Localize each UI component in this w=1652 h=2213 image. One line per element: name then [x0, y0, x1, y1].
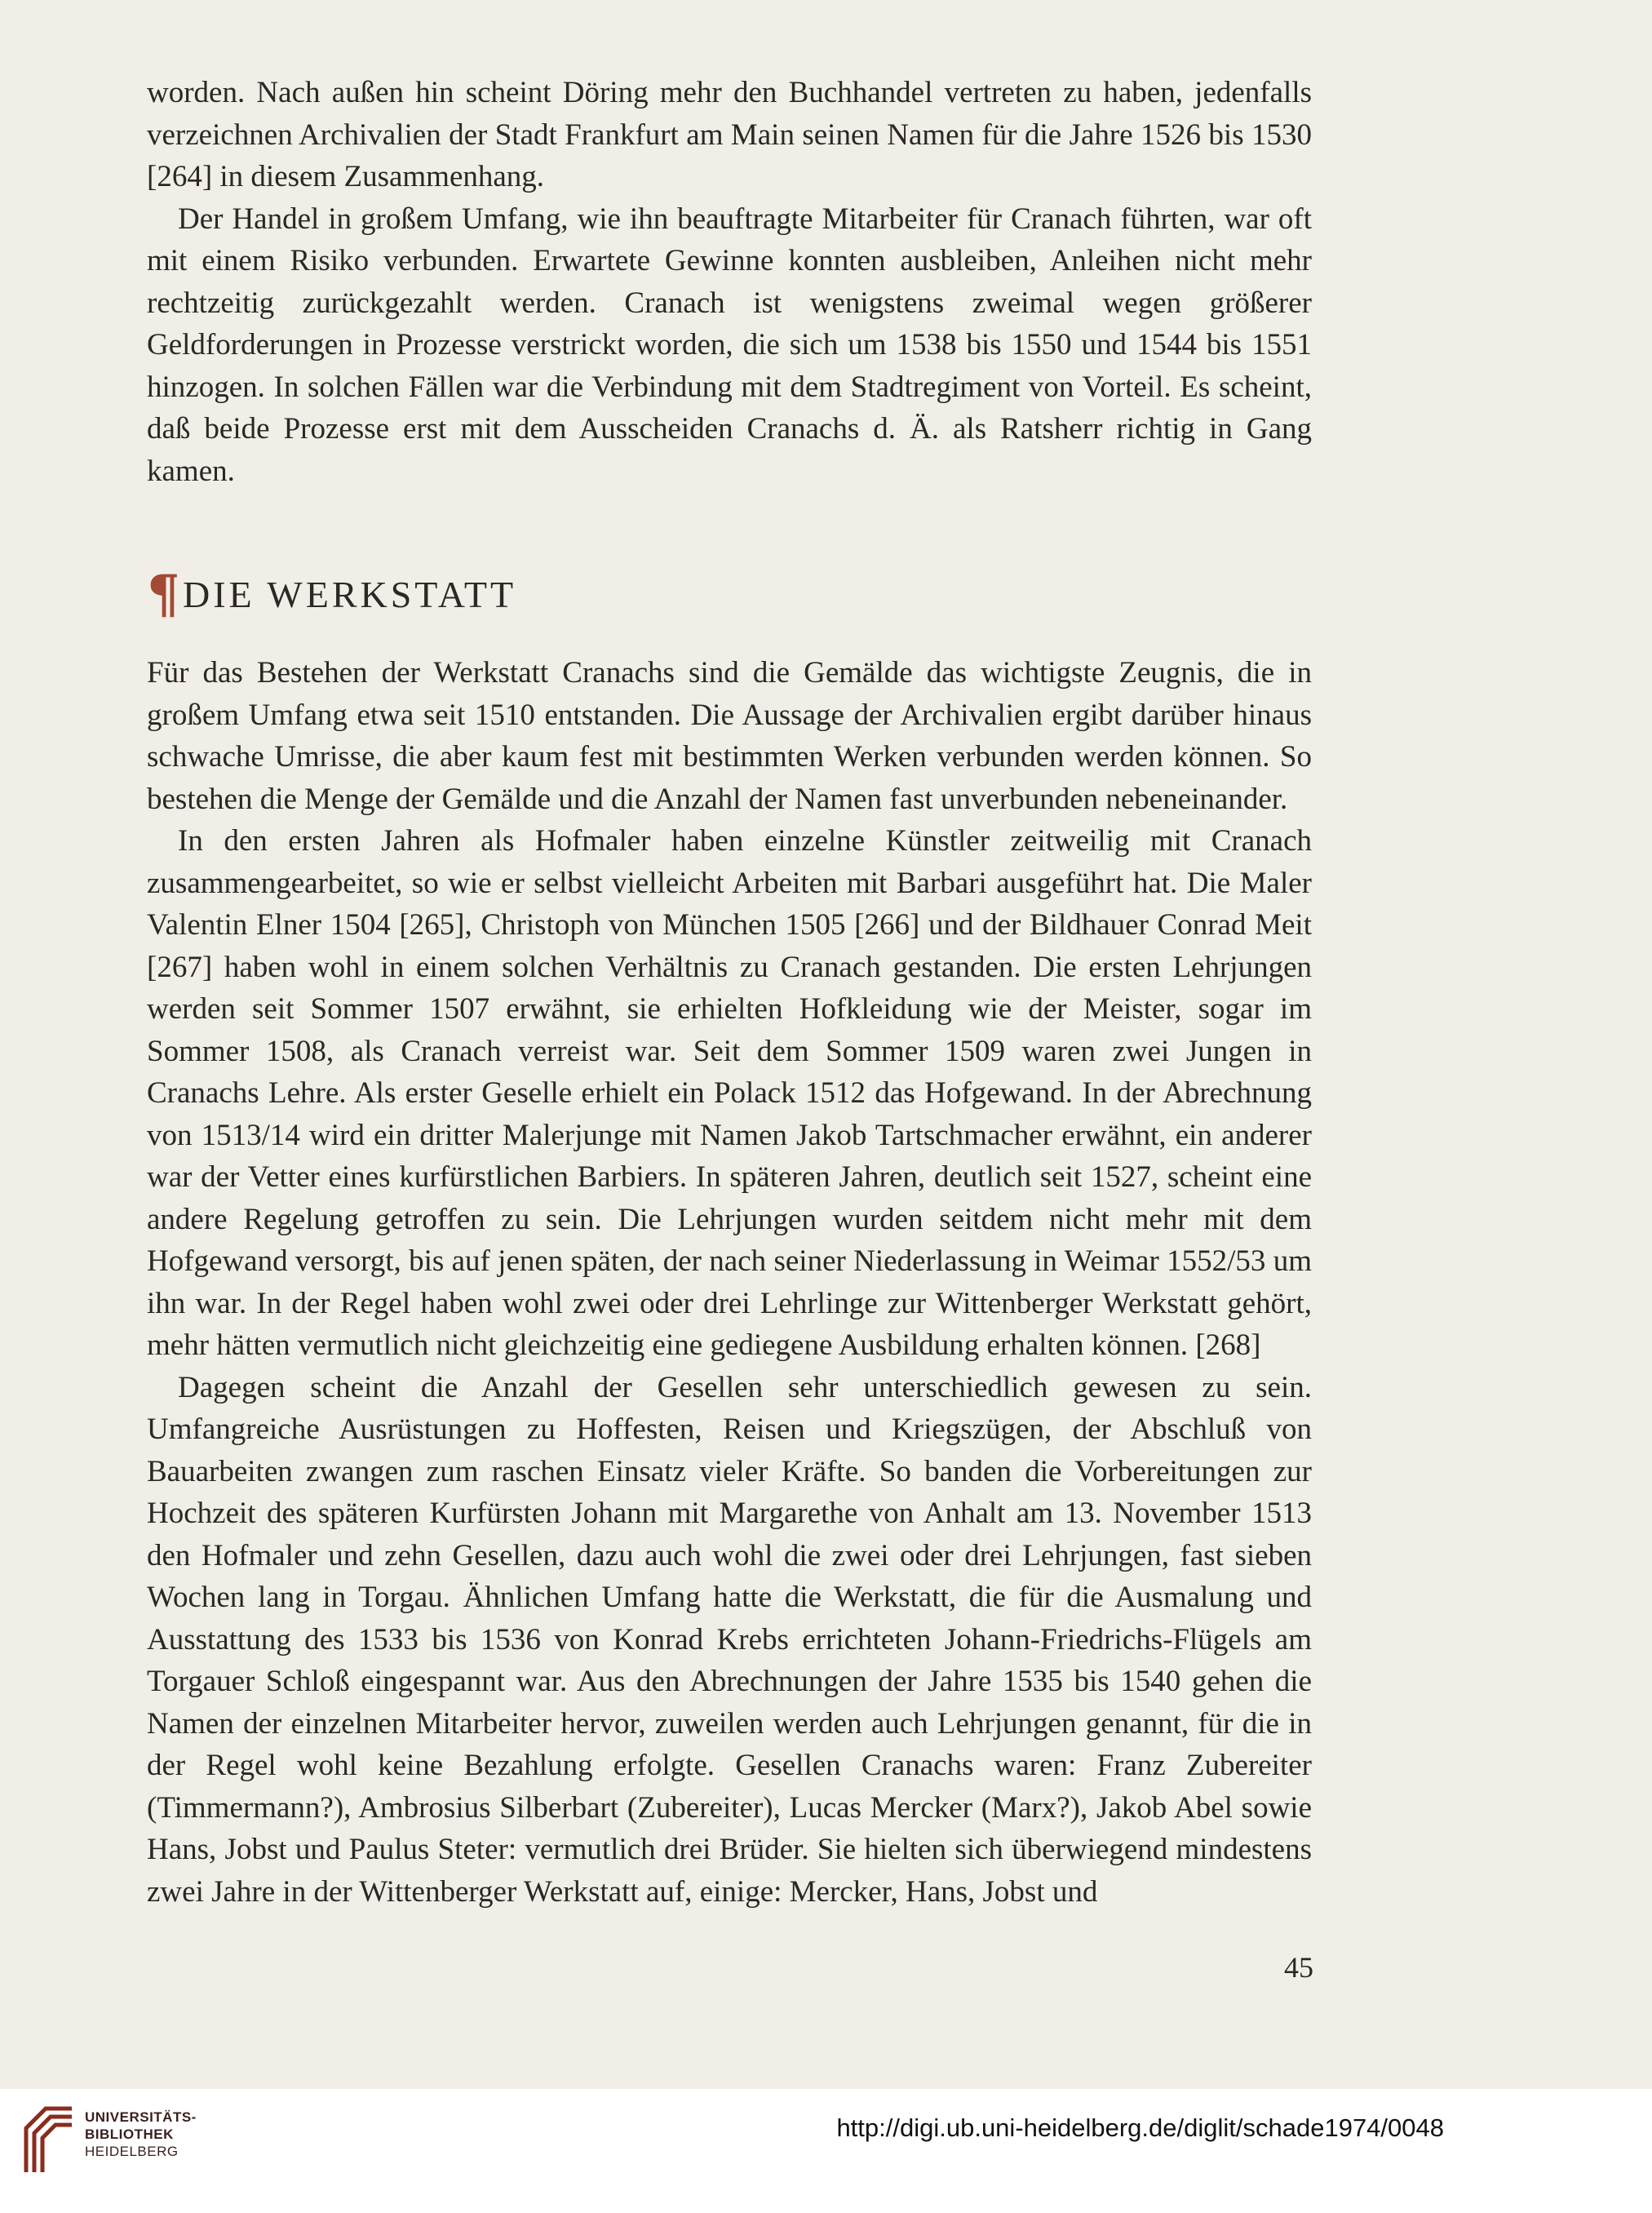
pilcrow-icon: ¶: [147, 564, 180, 625]
section-heading: [147, 565, 1312, 624]
paragraph: Für das Bestehen der Werkstatt Cranachs sind die Gemälde das wichtigste Zeugnis, die in großem Umfang etwa seit 1510 entstanden. Die Aussage der Archivalien ergibt darüber hinaus schwache Umrisse, die aber kaum fest mit bestimmten Werken verbunden werden können. So bestehen die Menge der Gemälde und die Anzahl der Namen fast unverbunden nebeneinander.: [147, 656, 1312, 816]
library-name-line: HEIDELBERG: [85, 2144, 179, 2159]
library-logo-icon: [21, 2104, 77, 2175]
library-name: [85, 2109, 197, 2160]
body-text: [147, 72, 1312, 1913]
paragraph: Der Handel in großem Umfang, wie ihn beauftragte Mitarbeiter für Cranach führten, war oft mit einem Risiko verbunden. Erwartete Gewinne konnten ausbleiben, Anleihen nicht mehr rechtzeitig zurückgezahlt werden. Cranach ist wenigstens zweimal wegen größerer Geldforderungen in Prozesse verstrickt worden, die sich um 1538 bis 1550 und 1544 bis 1551 hinzogen. In solchen Fällen war die Verbindung mit dem Stadtregiment von Vorteil. Es scheint, daß beide Prozesse erst mit dem Ausscheiden Cranachs d. Ä. als Ratsherr richtig in Gang kamen.: [147, 202, 1312, 488]
library-name-line: UNIVERSITÄTS-: [85, 2109, 197, 2125]
paragraph: worden. Nach außen hin scheint Döring mehr den Buchhandel vertreten zu haben, jedenfalls verzeichnen Archivalien der Stadt Frankfurt am Main seinen Namen für die Jahre 1526 bis 1530 [264] in diesem Zusammenhang.: [147, 76, 1312, 193]
library-name-line: BIBLIOTHEK: [85, 2127, 174, 2142]
page-number: 45: [1284, 1951, 1313, 1984]
source-url-link[interactable]: http://digi.ub.uni-heidelberg.de/diglit/schade1974/0048: [836, 2113, 1444, 2142]
paragraph: Dagegen scheint die Anzahl der Gesellen sehr unterschiedlich gewesen zu sein. Umfangreiche Ausrüstungen zu Hoffesten, Reisen und Kriegszügen, der Abschluß von Bauarbeiten zwangen zum raschen Einsatz vieler Kräfte. So banden die Vorbereitungen zur Hochzeit des späteren Kurfürsten Johann mit Margarethe von Anhalt am 13. November 1513 den Hofmaler und zehn Gesellen, dazu auch wohl die zwei oder drei Lehrjungen, fast sieben Wochen lang in Torgau. Ähnlichen Umfang hatte die Werkstatt, die für die Ausmalung und Ausstattung des 1533 bis 1536 von Konrad Krebs errichteten Johann-Friedrichs-Flügels am Torgauer Schloß eingespannt war. Aus den Abrechnungen der Jahre 1535 bis 1540 gehen die Namen der einzelnen Mitarbeiter hervor, zuweilen werden auch Lehrjungen genannt, für die in der Regel wohl keine Bezahlung erfolgte. Gesellen Cranachs waren: Franz Zubereiter (Timmermann?), Ambrosius Silberbart (Zubereiter), Lucas Mercker (Marx?), Jakob Abel sowie Hans, Jobst und Paulus Steter: vermutlich drei Brüder. Sie hielten sich überwiegend mindestens zwei Jahre in der Wittenberger Werkstatt auf, einige: Mercker, Hans, Jobst und: [147, 1370, 1312, 1909]
paragraph: In den ersten Jahren als Hofmaler haben einzelne Künstler zeitweilig mit Cranach zusammengearbeitet, so wie er selbst vielleicht Arbeiten mit Barbari ausgeführt hat. Die Maler Valentin Elner 1504 [265], Christoph von München 1505 [266] und der Bildhauer Conrad Meit [267] haben wohl in einem solchen Verhältnis zu Cranach gestanden. Die ersten Lehrjungen werden seit Sommer 1507 erwähnt, sie erhielten Hofkleidung wie der Meister, sogar im Sommer 1508, als Cranach verreist war. Seit dem Sommer 1509 waren zwei Jungen in Cranachs Lehre. Als erster Geselle erhielt ein Polack 1512 das Hofgewand. In der Abrechnung von 1513/14 wird ein dritter Malerjunge mit Namen Jakob Tartschmacher erwähnt, ein anderer war der Vetter eines kurfürstlichen Barbiers. In späteren Jahren, deutlich seit 1527, scheint eine andere Regelung getroffen zu sein. Die Lehrjungen wurden seitdem nicht mehr mit dem Hofgewand versorgt, bis auf jenen späten, der nach seiner Niederlassung in Weimar 1552/53 um ihn war. In der Regel haben wohl zwei oder drei Lehrlinge zur Wittenberger Werkstatt gehört, mehr hätten vermutlich nicht gleichzeitig eine gediegene Ausbildung erhalten können. [268]: [147, 824, 1312, 1362]
section-title: DIE WERKSTATT: [183, 574, 517, 616]
footer-bar: [0, 2089, 1652, 2213]
